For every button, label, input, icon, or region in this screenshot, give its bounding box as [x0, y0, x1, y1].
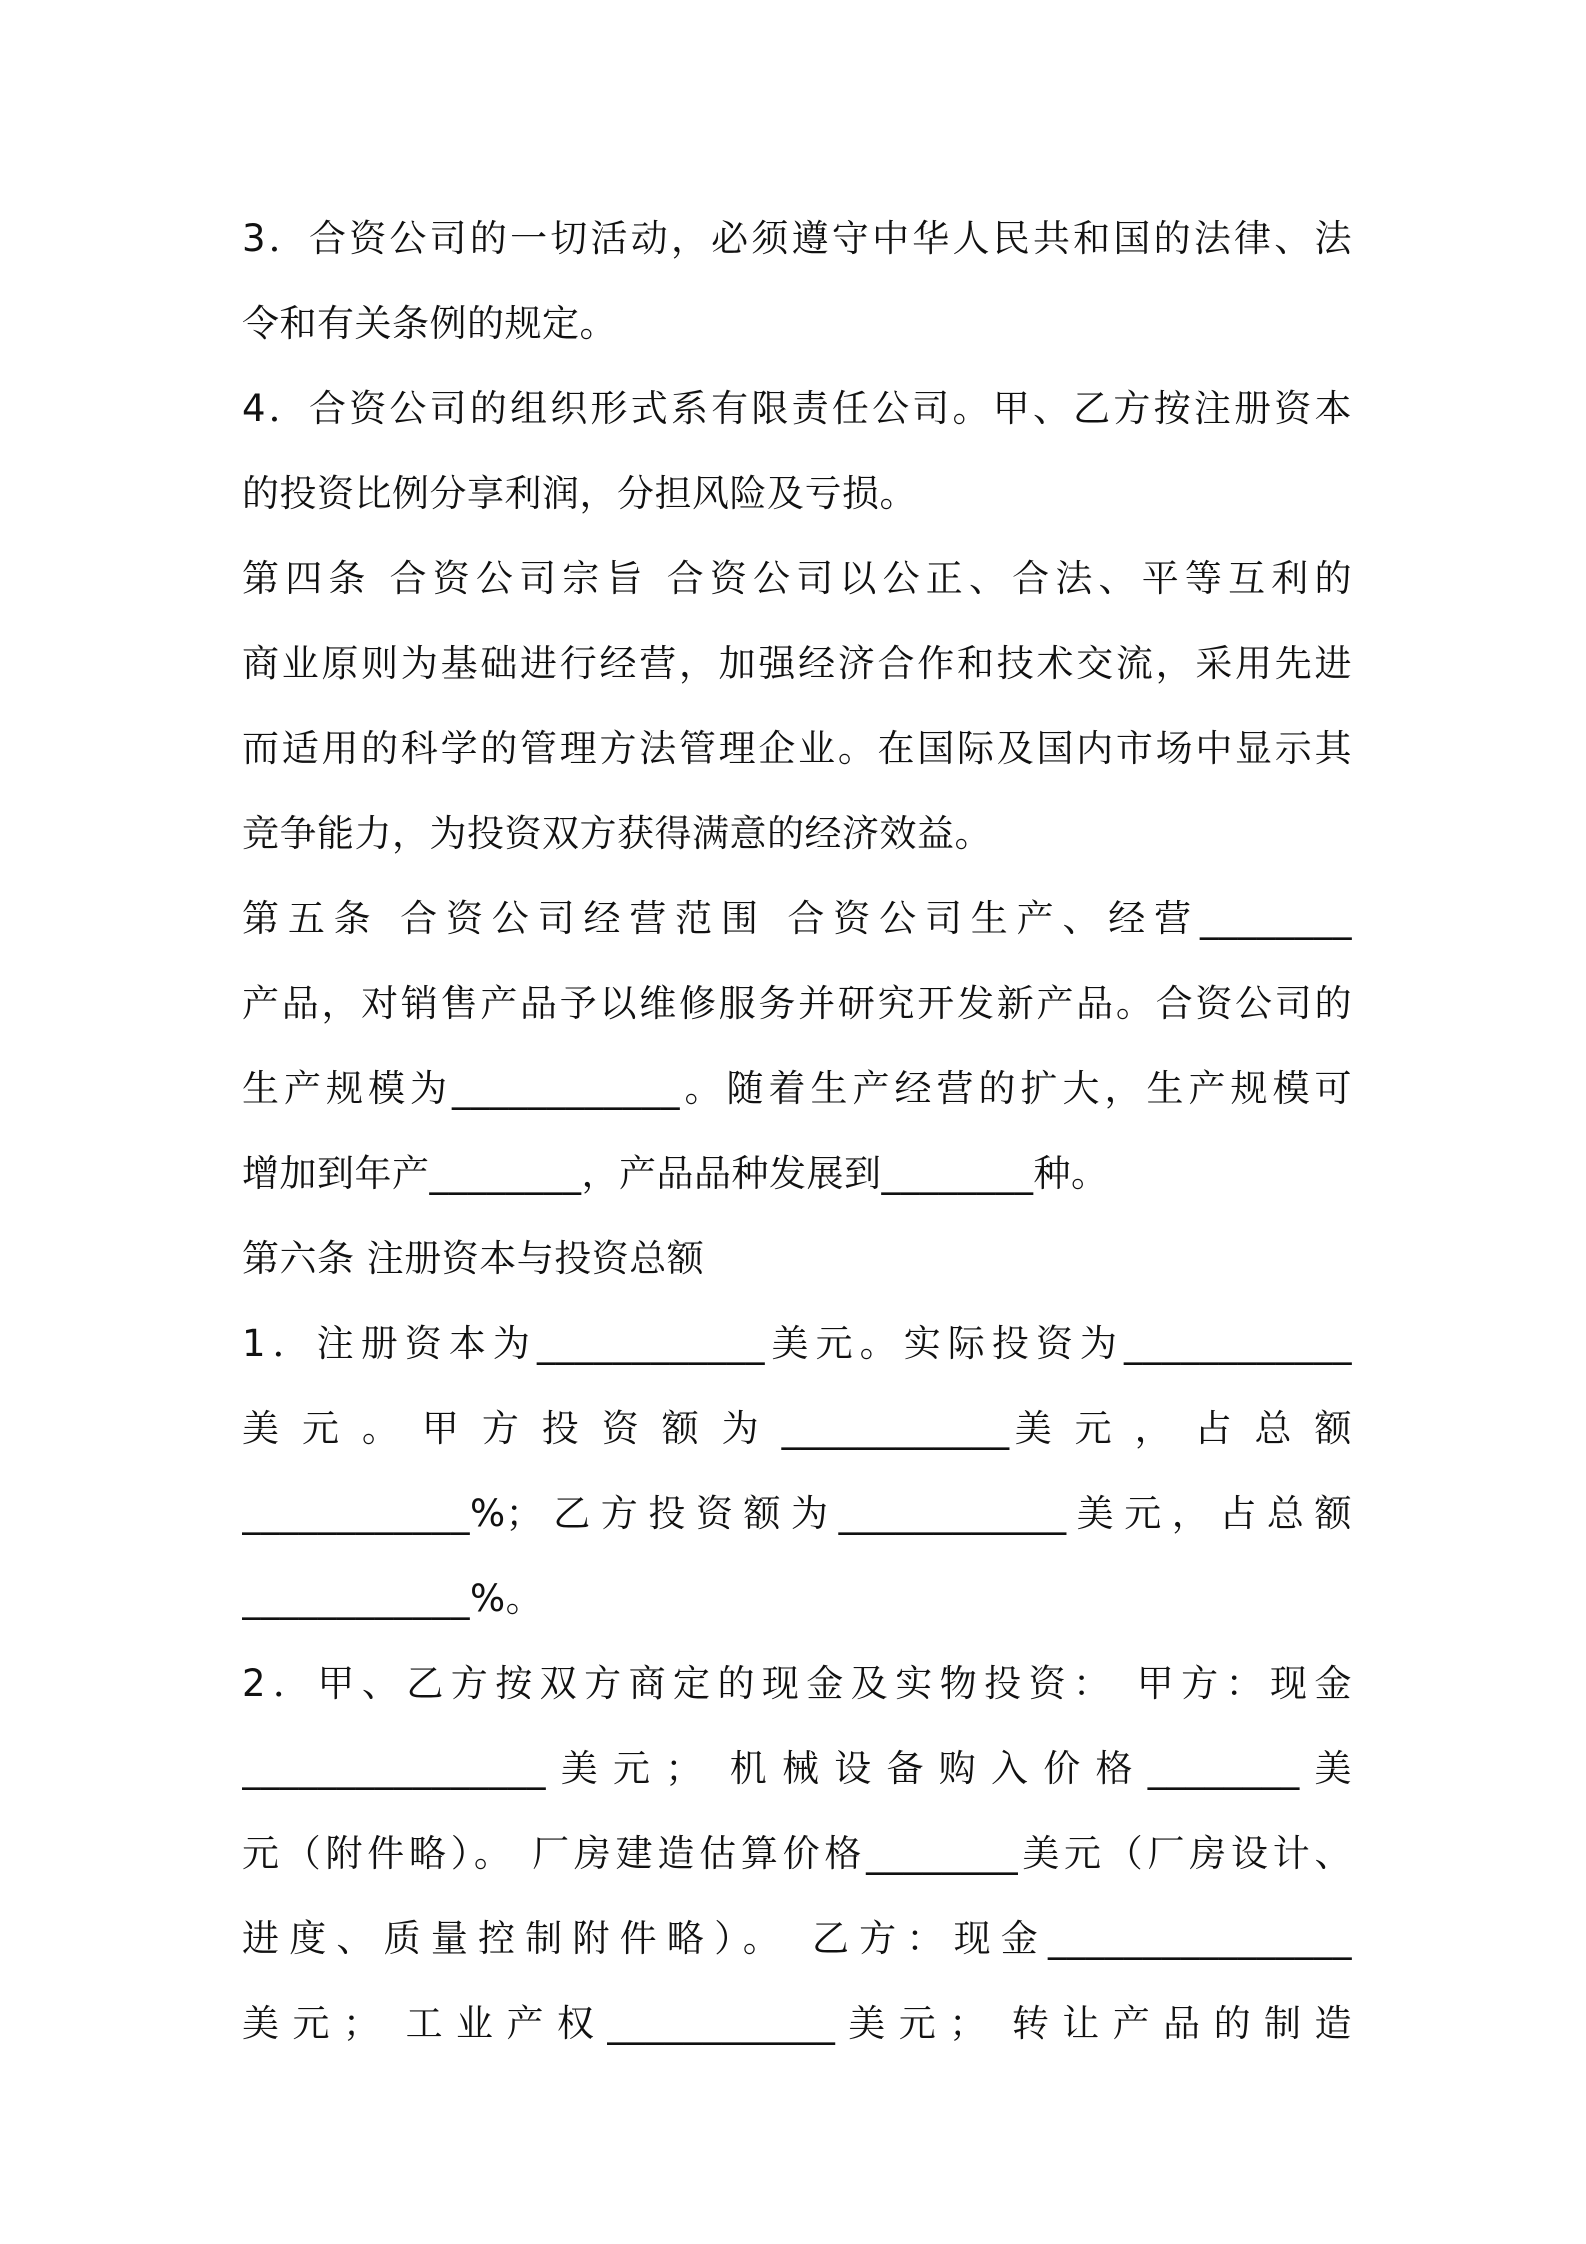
text-line: 而适用的科学的管理方法管理企业。在国际及国内市场中显示其 — [242, 727, 1352, 770]
section-five-heading-line: 第五条 合资公司经营范围 合资公司生产、经营________ — [242, 897, 1352, 940]
text-line: 生产规模为____________。随着生产经营的扩大，生产规模可 — [242, 1067, 1352, 1110]
text-line: 元（附件略）。 厂房建造估算价格________美元（厂房设计、 — [242, 1832, 1352, 1875]
text-line: 增加到年产________，产品品种发展到________种。 — [242, 1152, 1109, 1195]
text-line: 2．甲、乙方按双方商定的现金及实物投资： 甲方：现金 — [242, 1662, 1352, 1705]
text-line: 竞争能力，为投资双方获得满意的经济效益。 — [242, 812, 992, 855]
text-line: 产品，对销售产品予以维修服务并研究开发新产品。合资公司的 — [242, 982, 1352, 1025]
section-four-heading-line: 第四条 合资公司宗旨 合资公司以公正、合法、平等互利的 — [242, 557, 1352, 600]
text-line: 令和有关条例的规定。 — [242, 302, 617, 345]
text-line: 美元； 工业产权____________美元； 转让产品的制造 — [242, 2002, 1352, 2045]
text-line: 的投资比例分享利润，分担风险及亏损。 — [242, 472, 917, 515]
document-body — [242, 196, 1352, 2066]
text-line: 商业原则为基础进行经营，加强经济合作和技术交流，采用先进 — [242, 642, 1352, 685]
text-line: ____________%；乙方投资额为____________美元，占总额 — [242, 1492, 1352, 1535]
text-line: 1．注册资本为____________美元。实际投资为____________ — [242, 1322, 1352, 1365]
text-line: 进度、质量控制附件略）。 乙方：现金________________ — [242, 1917, 1352, 1960]
text-line: 4．合资公司的组织形式系有限责任公司。甲、乙方按注册资本 — [242, 387, 1352, 430]
text-line: 3．合资公司的一切活动，必须遵守中华人民共和国的法律、法 — [242, 217, 1352, 260]
text-line: ________________美元； 机械设备购入价格________美 — [242, 1747, 1352, 1790]
section-six-heading: 第六条 注册资本与投资总额 — [242, 1237, 705, 1280]
text-line: 美 元 。 甲 方 投 资 额 为 ____________美 元 ， 占 总 额 — [242, 1407, 1352, 1450]
text-line: ____________%。 — [242, 1577, 544, 1620]
